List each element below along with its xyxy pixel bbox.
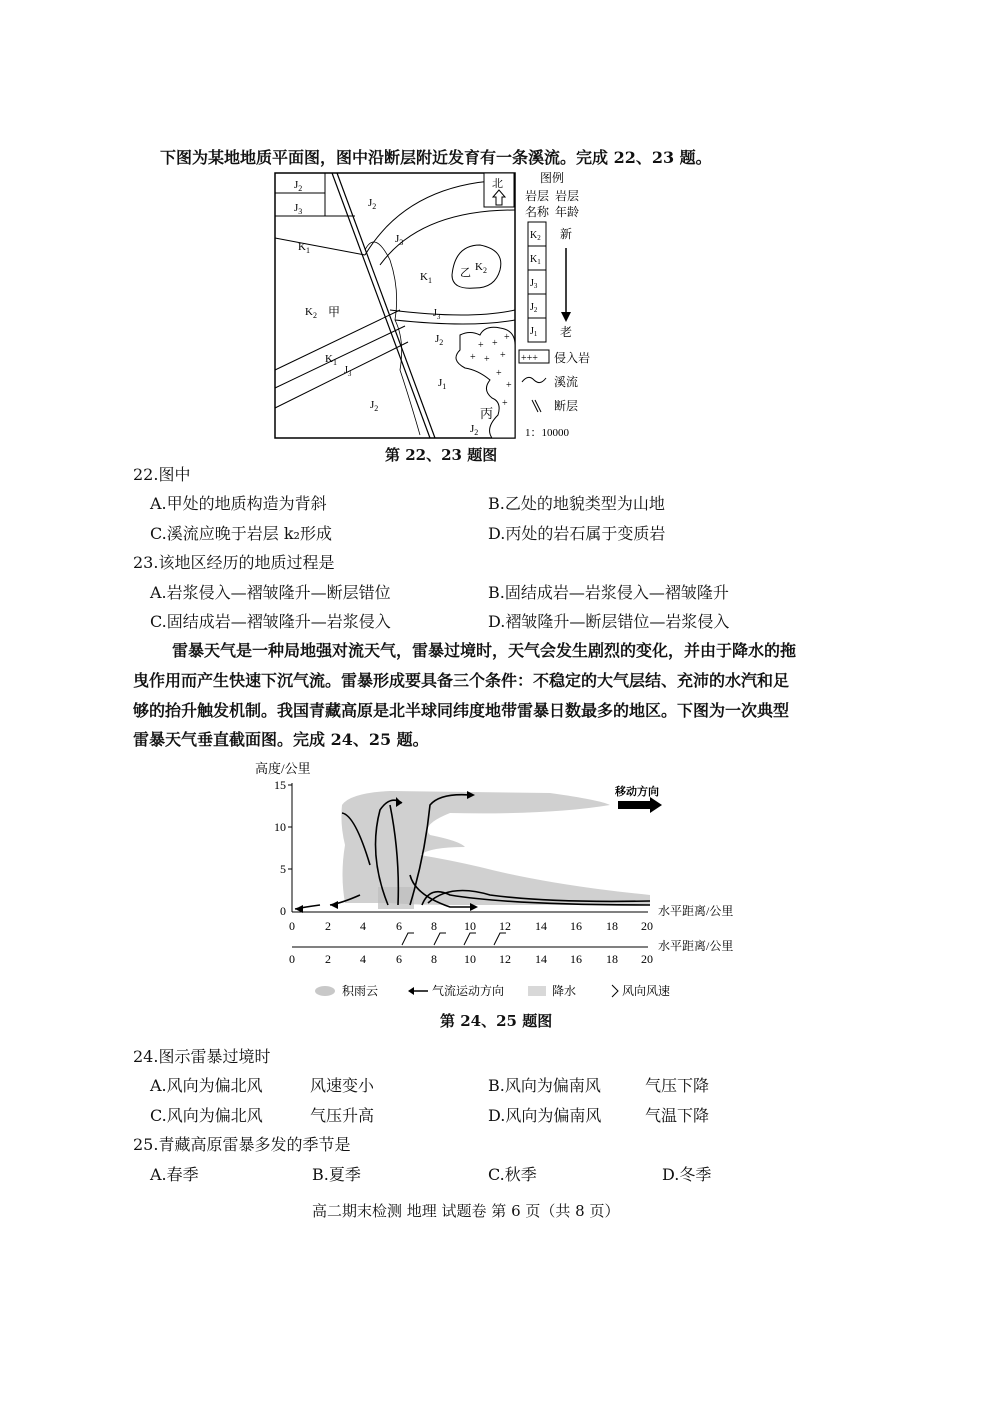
svg-text:+: + (502, 398, 508, 409)
storm-ylabel: 高度/公里 (255, 761, 311, 776)
svg-text:积雨云: 积雨云 (342, 984, 379, 998)
svg-text:J2: $J_2$ (470, 423, 479, 437)
svg-text:+: + (506, 380, 512, 391)
svg-text:J1: $J_1$ (530, 326, 538, 338)
svg-text:K1: $K_1$ (530, 254, 541, 266)
q25-option-d: D.冬季 (662, 1165, 712, 1184)
svg-text:降水: 降水 (552, 984, 577, 998)
svg-text:12: 12 (499, 952, 511, 966)
north-label: 北 (492, 178, 503, 190)
svg-text:风向风速: 风向风速 (622, 984, 671, 998)
svg-text:18: 18 (606, 919, 618, 933)
svg-text:14: 14 (535, 952, 547, 966)
svg-text:12: 12 (499, 919, 511, 933)
move-label: 移动方向 (615, 786, 659, 798)
q22-option-c: C.溪流应晚于岩层 k₂形成 (150, 524, 332, 543)
q24-option-c: C.风向为偏北风 (150, 1106, 263, 1125)
svg-text:5: 5 (280, 862, 286, 876)
svg-text:J2: $J_2$ (435, 333, 444, 347)
legend-old: 老 (560, 325, 573, 339)
svg-text:岩层: 岩层 (555, 189, 580, 203)
intro2-line-2: 曳作用而产生快速下沉气流。雷暴形成要具备三个条件：不稳定的大气层结、充沛的水汽和足 (133, 671, 790, 690)
svg-text:J3: $J_3$ (530, 278, 538, 290)
svg-text:K1: $K_1$ (298, 241, 310, 255)
q24-option-c-2: 气压升高 (310, 1106, 375, 1125)
svg-text:18: 18 (606, 952, 618, 966)
q23-stem: 23.该地区经历的地质过程是 (133, 553, 335, 572)
svg-text:15: 15 (274, 778, 286, 792)
q24-option-d: D.风向为偏南风 (488, 1106, 602, 1125)
svg-text:+: + (478, 340, 484, 351)
legend-intrusive: 侵入岩 (554, 351, 591, 365)
svg-text:8: 8 (431, 952, 437, 966)
svg-text:+: + (492, 338, 498, 349)
svg-text:10: 10 (464, 919, 476, 933)
svg-text:6: 6 (396, 919, 402, 933)
q25-option-c: C.秋季 (488, 1165, 537, 1184)
svg-text:J2: $J_2$ (370, 399, 379, 413)
svg-text:K1: $K_1$ (325, 353, 337, 367)
svg-text:+: + (500, 350, 506, 361)
svg-text:0: 0 (289, 952, 295, 966)
legend-fault: 断层 (554, 399, 579, 413)
map-label-bing: 丙 (480, 406, 494, 421)
map-label-jia: 甲 (328, 305, 341, 319)
q22-option-b: B.乙处的地貌类型为山地 (488, 494, 665, 513)
svg-text:岩层: 岩层 (525, 189, 550, 203)
svg-text:+: + (504, 332, 510, 343)
q25-option-a: A.春季 (150, 1165, 199, 1184)
svg-text:8: 8 (431, 919, 437, 933)
map-label-yi: 乙 (460, 267, 471, 279)
svg-text:4: 4 (360, 919, 366, 933)
intro-text-1: 下图为某地地质平面图，图中沿断层附近发育有一条溪流。完成 22、23 题。 (160, 148, 712, 167)
q24-option-a-2: 风速变小 (310, 1076, 375, 1095)
svg-text:0: 0 (289, 919, 295, 933)
svg-text:16: 16 (570, 919, 582, 933)
svg-text:J1: $J_1$ (438, 377, 447, 391)
svg-text:20: 20 (641, 952, 653, 966)
svg-text:2: 2 (325, 952, 331, 966)
svg-text:10: 10 (274, 820, 286, 834)
q24-option-d-2: 气温下降 (645, 1106, 710, 1125)
q23-option-c: C.固结成岩—褶皱隆升—岩浆侵入 (150, 612, 391, 631)
svg-text:K2: $K_2$ (305, 306, 317, 320)
q24-option-a: A.风向为偏北风 (150, 1076, 263, 1095)
legend-title: 图例 (540, 171, 565, 185)
svg-text:K1: $K_1$ (420, 271, 432, 285)
svg-text:J3: $J_3$ (294, 202, 303, 216)
page-footer: 高二期末检测 地理 试题卷 第 6 页（共 8 页） (312, 1202, 620, 1220)
svg-text:J3: $J_3$ (395, 233, 404, 247)
map-scale: 1：10000 (525, 427, 569, 439)
storm-caption: 第 24、25 题图 (440, 1012, 553, 1030)
svg-text:J3: $J_3$ (344, 365, 352, 378)
intro2-line-4: 雷暴天气垂直截面图。完成 24、25 题。 (133, 730, 429, 749)
svg-text:0: 0 (280, 904, 286, 918)
svg-text:10: 10 (464, 952, 476, 966)
svg-text:16: 16 (570, 952, 582, 966)
svg-text:2: 2 (325, 919, 331, 933)
svg-text:+: + (496, 368, 502, 379)
q25-stem: 25.青藏高原雷暴多发的季节是 (133, 1135, 351, 1154)
q24-option-b-2: 气压下降 (645, 1076, 710, 1095)
geology-map (270, 170, 610, 440)
svg-text:14: 14 (535, 919, 547, 933)
q25-option-b: B.夏季 (312, 1165, 361, 1184)
q24-stem: 24.图示雷暴过境时 (133, 1047, 271, 1066)
q22-option-d: D.丙处的岩石属于变质岩 (488, 524, 666, 543)
q22-option-a: A.甲处的地质构造为背斜 (150, 494, 327, 513)
legend-stream: 溪流 (554, 375, 579, 389)
q24-option-b: B.风向为偏南风 (488, 1076, 601, 1095)
svg-text:气流运动方向: 气流运动方向 (432, 984, 505, 998)
svg-text:20: 20 (641, 919, 653, 933)
q23-option-d: D.褶皱隆升—断层错位—岩浆侵入 (488, 612, 730, 631)
svg-text:K2: $K_2$ (530, 230, 541, 242)
q23-option-b: B.固结成岩—岩浆侵入—褶皱隆升 (488, 583, 729, 602)
legend-new: 新 (560, 227, 573, 241)
q23-option-a: A.岩浆侵入—褶皱隆升—断层错位 (150, 583, 391, 602)
svg-text:6: 6 (396, 952, 402, 966)
storm-xlabel-2: 水平距离/公里 (658, 939, 734, 953)
svg-text:J2: $J_2$ (530, 302, 538, 314)
svg-text:K2: $K_2$ (475, 261, 487, 275)
intro2-line-3: 够的抬升触发机制。我国青藏高原是北半球同纬度地带雷暴日数最多的地区。下图为一次典型 (133, 701, 790, 720)
svg-text:J2: $J_2$ (294, 179, 303, 193)
intro2-line-1: 雷暴天气是一种局地强对流天气，雷暴过境时，天气会发生剧烈的变化，并由于降水的拖 (172, 641, 797, 660)
svg-text:+++: +++ (521, 353, 538, 364)
svg-text:名称: 名称 (525, 205, 550, 219)
map-caption: 第 22、23 题图 (385, 446, 498, 464)
svg-text:+: + (470, 352, 476, 363)
svg-text:年龄: 年龄 (555, 205, 580, 219)
storm-diagram (250, 755, 770, 1005)
svg-text:4: 4 (360, 952, 366, 966)
svg-text:+: + (484, 354, 490, 365)
svg-text:J3: $J_3$ (433, 308, 441, 321)
q22-stem: 22.图中 (133, 465, 191, 484)
svg-text:J2: $J_2$ (368, 197, 377, 211)
storm-xlabel-1: 水平距离/公里 (658, 904, 734, 918)
